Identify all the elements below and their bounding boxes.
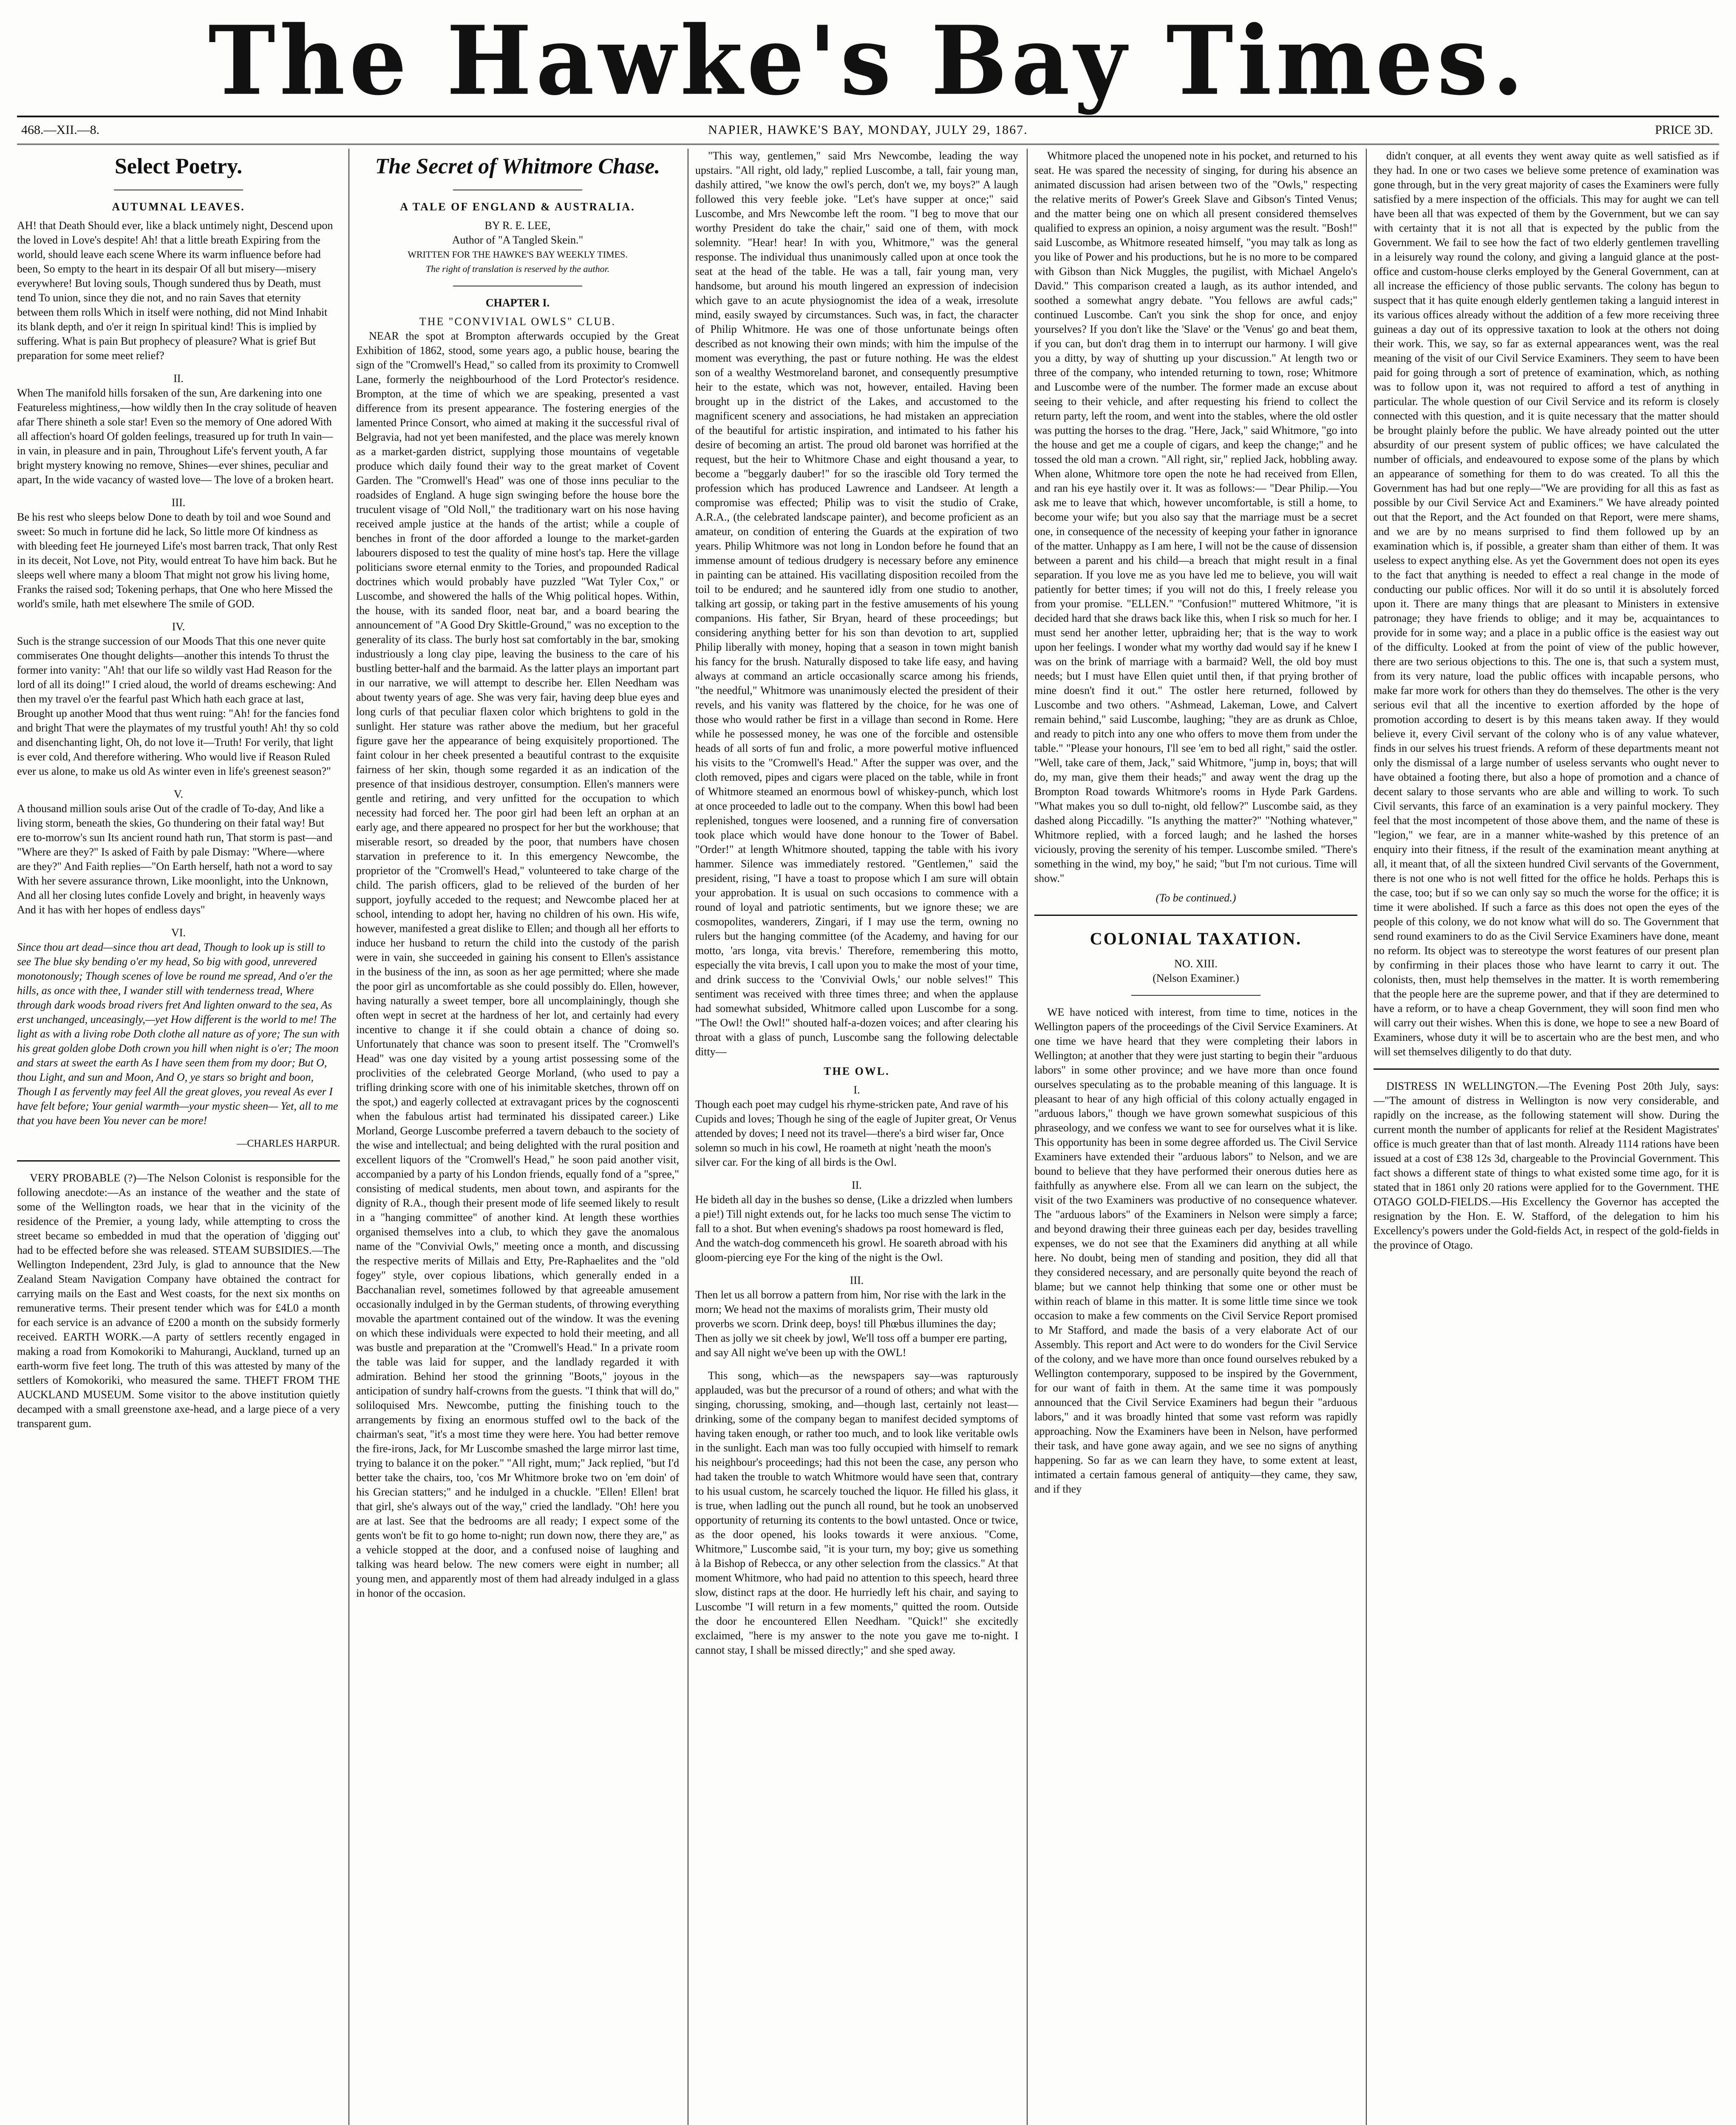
story-body: This song, which—as the newspapers say—was rapturously applauded, was but the precursor of a round of others; and what with the singing, chorussing, smoking, and—though last, certainly not least—drinking, some of the company began to manifest decided symptoms of having taken enough, or rather too much, and to look like veritable owls in the sunlight. Each man was too fully occupied with himself to remark his neighbour's proceedings; had this not been the case, any person who had taken the trouble to watch Whitmore would have seen that, contrary to his usual custom, he scarcely touched the liquor. He filled his glass, it is true, when ladling out the punch all round, but he took an unobserved opportunity of returning its contents to the bowl untasted. Once or twice, as the door opened, his looks towards it were anxious. "Come, Whitmore," Luscombe said, "it is your turn, my boy; give us something à la Bishop of Rebecca, or any other selection from the classics." At that moment Whitmore, who had paid no attention to this speech, heard three slow, distinct raps at the door. He hurriedly left his chair, and saying to Luscombe "I will return in a few moments," quitted the room. Outside the door he encountered Ellen Needham. "Quick!" she excitedly exclaimed, "here is my answer to the note you gave me to-night. I cannot stay, I shall be missed directly;" and she sped away.	[695, 1369, 1018, 1656]
chapter-number: CHAPTER I.	[485, 297, 550, 309]
poem-stanza: Such is the strange succession of our Moods That this one never quite commiserates One thought delights—another this intends To thrust the former into vanity: "Ah! that our life so wildly vast Had Reason for the lord of all its doing!" I cried aloud, the world of dreams eschewing: And then my travel o'er the fearful past Which hath each grace at last, Brought up another Mood that thus went ruing: "Ah! for the fancies fond and bright That were the playmates of my trustful youth! Ah! thy so cold and disenchanting light, Oh, do not love it—Truth! For verily, that light is ever cold, And therefore withering. Who would live if Reason Ruled ever us alone, to make us old As winter even in life's greenest season?"	[17, 635, 340, 777]
column-rule	[1027, 149, 1028, 2125]
article-body: WE have noticed with interest, from time to time, notices in the Wellington papers of the proceedings of the Civil Service Examiners. At one time we have heard that they were completing their labors in Wellington; at another that they were just starting to begin their "arduous labors" in some other province; and we have more than once found ourselves speculating as to the probable meaning of this language. It is pleasant to hear of any high official of this colony actually engaged in "arduous labors," though we have grown somewhat suspicious of this phraseology, and we confess we want to see for ourselves what it is like. This opportunity has been in some degree afforded us. The Civil Service Examiners have extended their "arduous labors" to Nelson, and we are bound to believe that they have performed their onerous duties here as faithfully as anywhere else. From all we can learn on the subject, the visit of the two Examiners was productive of no consequence whatever. The "arduous labors" of the Examiners in Nelson were simply a farce; and beyond drawing their three guineas each per day, besides travelling expenses, we do not see that the Examiners did anything at all while here. No doubt, being men of standing and position, they did all that they considered necessary, and are personally quite beyond the reach of blame; but we cannot help thinking that some one or other must be within reach of blame in this matter. It is some little time since we took occasion to make a few comments on the Civil Service Report promised to Mr Stafford, and made the basis of a very elaborate Act of our Assembly. This report and Act were to do wonders for the Civil Service of the colony, and we have more than once found ourselves rebuked by a Wellington contemporary, supposed to be inspired by the Government, for our want of faith in them. At the same time it was pompously announced that the Civil Service Examiners had begun their "arduous labors," and it was broadly hinted that some vast reform was rapidly approaching. Now the Examiners have been in Nelson, have performed their task, and have gone away again, and we see no signs of anything happening. So far as we can learn they have, to some extent at least, intimated a certain famous general of antiquity—they came, they saw, and if they	[1034, 1006, 1357, 1495]
column-4	[1034, 149, 1357, 2125]
column-5	[1374, 149, 1719, 2125]
news-items: VERY PROBABLE (?)—The Nelson Colonist is responsible for the following anecdote:—As an instance of the weather and the state of some of the Wellington roads, we hear that in the vicinity of the residence of the Premier, a young lady, while attempting to cross the street became so embedded in mud that the operation of 'digging out' had to be effected before she was released. STEAM SUBSIDIES.—The Wellington Independent, 23rd July, is glad to announce that the New Zealand Steam Navigation Company have obtained the contract for carrying mails on the East and West coasts, for the next six months on remunerative terms. Their present tender which was for £4L0 a month for each service is an advance of £200 a month on the subsidy formerly received. EARTH WORK.—A party of settlers recently engaged in making a road from Komokoriki to Mahurangi, Auckland, turned up an earth-worm five feet long. The truth of this was attested by many of the settlers of Komokoriki, who measured the same. THEFT FROM THE AUCKLAND MUSEUM. Some visitor to the above institution quietly decamped with a small greenstone axe-head, and a large piece of a very transparent gum.	[17, 1172, 340, 1430]
written-for: WRITTEN FOR THE HAWKE'S BAY WEEKLY TIMES.	[408, 249, 628, 260]
article-number: NO. XIII.	[1174, 958, 1218, 970]
byline: BY R. E. LEE,	[484, 219, 551, 232]
poem-stanza: Be his rest who sleeps below Done to death by toil and woe Sound and sweet: So much in fortune did he lack, So little more Of kindness as with bleeding feet He journeyed Life's most barren track, That only Rest in its deceit, Not Love, not Pity, would entreat To have him back. But he sleeps well where many a bloom That might not grow his living home, Franks the raised sod; Tokening perhaps, that One who here Missed the world's smile, hath met elsewhere The smile of GOD.	[17, 511, 337, 610]
byline-author-note: Author of "A Tangled Skein."	[452, 234, 583, 246]
story-body: "This way, gentlemen," said Mrs Newcombe, leading the way upstairs. "All right, old lady," replied Luscombe, a tall, fair young man, dashily attired, "we know the owl's perch, don't we, my boys?" A laugh followed this very feeble joke. "Let's have supper at once;" said Luscombe, and Mrs Newcombe left the room. "I beg to move that our worthy President do take the chair," said one of them, with mock solemnity. "Hear! hear! In with you, Whitmore," was the general response. The individual thus unanimously called upon at once took the seat at the head of the table. He was a tall, fair young man, very handsome, but around his mouth lingered an expression of indecision which gave to an acute physiognomist the idea of a weak, irresolute mind, easily swayed by circumstances. Such was, in fact, the character of Philip Whitmore. He was one of those unfortunate beings often described as not knowing their own minds; with him the impulse of the moment was everything, the past or future nothing. He was the eldest son of a wealthy Westmoreland baronet, and consequently presumptive heir to the estate, which was not, however, entailed. Having been brought up in the district of the Lakes, and accustomed to the magnificent scenery and associations, he had mistaken an appreciation of the beautiful for artistic inspiration, and intimated to his father his desire of becoming an artist. The proud old baronet was horrified at the request, but the heir to Whitmore Chase and eight thousand a year, to become a "beggarly dauber!" for so the irascible old Tory termed the profession which has produced Lawrence and Landseer. At length a compromise was effected; Philip was to visit the studio of Crake, A.R.A., (the celebrated landscape painter), and become proficient as an amateur, on condition of entering the Guards at the expiration of two years. Philip Whitmore was not long in London before he found that an immense amount of tedious drudgery is necessary before any eminence in painting can be attained. His vacillating disposition recoiled from the toil to be endured; and he sauntered idly from one studio to another, talking art gossip, or taking part in the festive amusements of his young companions. His father, Sir Bryan, heard of these proceedings; but considering anything better for his son than devotion to art, supplied Philip liberally with money, hoping that a season in town might banish his fancy for the brush. Naturally disposed to take life easy, and having always at command an article occasionally scarce among his friends, "the needful," Whitmore was unanimously elected the president of their revels, and his vanity was flattered by the choice, for he was one of those who would rather be first in a village than second in Rome. Here while he possessed money, he was one of the forcible and ostensible heads of all sorts of fun and frolic, a more powerful motive influenced his visits to the "Cromwell's Head." After the supper was over, and the cloth removed, pipes and cigars were placed on the table, while in front of Whitmore steamed an enormous bowl of whiskey-punch, which lost at once proceeded to ladle out to the company. When this bowl had been replenished, tongues were loosened, and a running fire of conversation took place which would have done honour to the Tower of Babel. "Order!" at length Whitmore shouted, tapping the table with his ivory hammer. Silence was immediately restored. "Gentlemen," said the president, rising, "I have a toast to propose which I am sure will obtain your approbation. It is usual on such occasions to commence with a round of loyal and patriotic sentiments, but we ignore these; we are cosmopolites, wanderers, Zingari, if I may use the term, owning no rulers but the hanging committee (of the Academy, and having for our motto, 'ars longa, vita brevis.' Therefore, remembering this motto, especially the vita brevis, I call upon you to make the most of your time, and drink success to the 'Convivial Owls,' our noble selves!" This sentiment was received with three times three; and when the applause had somewhat subsided, Whitmore called upon Luscombe for a song. "The Owl! the Owl!" shouted half-a-dozen voices; and after clearing his throat with a glass of punch, Luscombe sang the following delectable ditty—	[695, 150, 1018, 1058]
dateline	[17, 116, 1719, 145]
masthead	[17, 5, 1719, 116]
poem-title: AUTUMNAL LEAVES.	[112, 201, 245, 213]
poem-author: —CHARLES HARPUR.	[237, 1138, 340, 1149]
news-items: DISTRESS IN WELLINGTON.—The Evening Post 20th July, says:—"The amount of distress in Wellington is now very considerable, and rapidly on the increase, as the following statement will show. During the current month the number of applicants for relief at the Resident Magistrates' office is much greater than that of last month. Already 1114 rations have been issued at a cost of £38 12s 3d, chargeable to the Provincial Government. This fact shows a different state of things to what existed some time ago, for it is stated that in 1861 only 20 rations were applied for to the Government. THE OTAGO GOLD-FIELDS.—His Excellency the Governor has accepted the resignation by the Hon. E. W. Stafford, of the delegation to him his Excellency's powers under the Gold-fields Act, in respect of the gold-fields in the province of Otago.	[1374, 1080, 1719, 1251]
poem-stanza: A thousand million souls arise Out of the cradle of To-day, And like a living storm, beneath the skies, Go thundering on their fatal way! But ere to-morrow's sun Its ancient round hath run, That storm is past—and "Where are they?" Is asked of Faith by pale Dismay: "Where—where are they?" And Faith replies—"On Earth herself, hath not a word to say With her severe assurance thrown, Like moonlight, into the Unknown, And all her closing lutes confide Lovely and bright, in heavenly ways And it has with her hopes of endless days"	[17, 802, 333, 916]
price: PRICE 3D.	[1655, 123, 1713, 137]
poem-stanza: When The manifold hills forsaken of the sun, Are darkening into one Featureless mightiness,—how wildly then In the cray solitude of heaven afar There shineth a sole star! Even so the memory of One adored With all affection's hoard Of golden feelings, treasured up for truth In vain—in vain, in pleasure and in pain, Throughout Life's fervent youth, A far bright mystery knowing no remove, Shines—ever shines, peculiar and apart, In the wide vacancy of wasted love— The love of a broken heart.	[17, 387, 337, 486]
column-3: "This way, gentlemen," said Mrs Newcombe, leading the way upstairs. "All right, old lady," replied Luscombe, a tall, fair young man, dashily attired, "we know the owl's perch, don't we, my boys?" A laugh followed this very feeble joke. "Let's have supper at once;" said Luscombe, and Mrs Newcombe left the room. "I beg to move that our worthy President do take the chair," said one of them, with mock solemnity. "Hear! hear! In with you, Whitmore," was the general response. The individual thus unanimously called upon at once took the seat at the head of the table. He was a tall, fair young man, very handsome, but around his mouth lingered an expression of indecision which gave to an acute physiognomist the idea of a weak, irresolute mind, easily swayed by circumstances. Such was, in fact, the character of Philip Whitmore. He was one of those unfortunate beings often described as not knowing their own minds; with him the impulse of the moment was everything, the past or future nothing. He was the eldest son of a wealthy Westmoreland baronet, and consequently presumptive heir to the estate, which was not, however, entailed. Having been brought up in the district of the Lakes, and accustomed to the magnificent scenery and associations, he had mistaken an appreciation of the beautiful for artistic inspiration, and intimated to his father his desire of becoming an artist. The proud old baronet was horrified at the request, but the heir to Whitmore Chase and eight thousand a year, to become a "beggarly dauber!" for so the irascible old Tory termed the profession which has produced Lawrence and Landseer. At length a compromise was effected; Philip was to visit the studio of Crake, A.R.A., (the celebrated landscape painter), and become proficient as an amateur, on condition of entering the Guards at the expiration of two years. Philip Whitmore was not long in London before he found that an immense amount of tedious drudgery is necessary before any eminence in painting can be attained. His vacillating disposition recoiled from the toil to be endured; and he sauntered idly from one studio to another, talking art gossip, or taking part in the festive amusements of his young companions. His father, Sir Bryan, heard of these proceedings; but considering anything better for his son than devotion to art, supplied Philip liberally with money, hoping that a season in town might banish his fancy for the brush. Naturally disposed to take life easy, and having always at command an article occasionally scarce among his friends, "the needful," Whitmore was unanimously elected the president of their revels, and his vanity was flattered by the choice, for he was one of those who would rather be first in a village than second in Rome. Here while he possessed money, he was one of the forcible and ostensible heads of all sorts of fun and frolic, a more powerful motive influenced his visits to the "Cromwell's Head." After the supper was over, and the cloth removed, pipes and cigars were placed on the table, while in front of Whitmore steamed an enormous bowl of whiskey-punch, which lost at once proceeded to ladle out to the company. When this bowl had been replenished, tongues were loosened, and a running fire of conversation took place which would have done honour to the Tower of Babel. "Order!" at length Whitmore shouted, tapping the table with his ivory hammer. Silence was immediately restored. "Gentlemen," said the president, rising, "I have a toast to propose which I am sure will obtain your approbation. It is usual on such occasions to commence with a round of loyal and patriotic sentiments, but we ignore these; we are cosmopolites, wanderers, Zingari, if I may use the term, owning no rulers but the hanging committee (of the Academy, and having for our motto, 'ars longa, vita brevis.' Therefore, remembering this motto, especially the vita brevis, I call upon you to make the most of your time, and drink success to the 'Convivial Owls,' our noble selves!" This sentiment was received with three times three; and when the applause had somewhat subsided, Whitmore called upon Luscombe for a song. "The Owl! the Owl!" shouted half-a-dozen voices; and after clearing his throat with a glass of punch, Luscombe sang the following delectable ditty— THE OWL. I. Though each poet may cudgel his rhyme-stricken pate, And rave of his Cupids and loves; Though he sing of the eagle of Jupiter great, Or Venus attended by doves; I need not its travel—there's a bird wiser far, Once solemn so much in his cowl, He roameth at night 'neath the moon's silver car. For the king of all birds is the Owl. II. He bideth all day in the bushes so dense, (Like a drizzled when lumbers a pie!) Till night extends out, for he lacks too much sense The victim to fall to a shot. But when evening's shadows pa roost homeward is fled, And the watch-dog commenceth his growl. He soareth abroad with his gloom-piercing eye For the king of the night is the Owl. III. Then let us all borrow a pattern from him, Nor rise with the lark in the morn; We head not the maxims of moralists grim, Their musty old proverbs we scorn. Drink deep, boys! till Phœbus illumines the day; Then as jolly we sit cheek by jowl, We'll toss off a bumper ere parting, and say All night we've been up with the OWL! This song, which—as the newspapers say—was rapturously applauded, was but the precursor of a round of others; and what with the singing, chorussing, smoking, and—though last, certainly not least—drinking, some of the company began to manifest decided symptoms of having taken enough, or rather too much, and to look like veritable owls in the sunlight. Each man was too fully occupied with himself to remark his neighbour's proceedings; had this not been the case, any person who had taken the trouble to watch Whitmore would have seen that, contrary to his usual custom, he scarcely touched the liquor. He filled his glass, it is true, when ladling out the punch all round, but he took an unobserved opportunity of returning its contents to the bowl untasted. Once or twice, as the door opened, his looks towards it were anxious. "Come, Whitmore," Luscombe said, "it is your turn, my boy; give us something à la Bishop of Rebecca, or any other selection from the classics." At that moment Whitmore, who had paid no attention to this speech, heard three slow, distinct raps at the door. He hurriedly left his chair, and saying to Luscombe "I will return in a few moments," quitted the room. Outside the door he encountered Ellen Needham. "Quick!" she excitedly exclaimed, "here is my answer to the note you gave me to-night. I cannot stay, I shall be missed directly;" and she sped away.	[695, 149, 1018, 2125]
story-body: NEAR the spot at Brompton afterwards occupied by the Great Exhibition of 1862, stood, some years ago, a public house, bearing the sign of the "Cromwell's Head," so called from its proximity to Cromwell Lane, formerly the neighbourhood of the Lord Protector's residence. Brompton, at the time of which we are speaking, presented a vast difference from its present appearance. The fostering energies of the lamented Prince Consort, who aimed at making it the successful rival of Belgravia, had not yet been manifested, and the place was merely known as a market-garden district, supplying those mountains of vegetable produce which daily found their way to the great market of Covent Garden. The "Cromwell's Head" was one of those inns peculiar to the roadsides of England. A huge sign swinging before the house bore the truculent visage of "Old Noll," the traditionary wart on his nose having received ample justice at the hands of the artist; while a couple of benches in front of the door afforded a lounge to the market-garden labourers disposed to test the quality of mine host's tap. Here the village politicians swore eternal enmity to the Tories, and propounded Radical doctrines which would probably have puzzled "Wat Tyler Cox," or Luscombe, and showered the halls of the Whig political hopes. Within, the house, with its sanded floor, neat bar, and a board bearing the announcement of "A Good Dry Skittle-Ground," was no exception to the generality of its class. The burly host sat comfortably in the bar, smoking industriously a long clay pipe, leaving the business to the care of his bustling better-half and the barmaid. As the latter plays an important part in our narrative, we will attempt to describe her. Ellen Needham was about twenty years of age. She was very fair, having deep blue eyes and long curls of that peculiar flaxen color which brightens to gold in the sunlight. Her stature was rather above the medium, but her graceful figure gave her the appearance of being exquisitely proportioned. The faint colour in her cheek presented a beautiful contrast to the exquisite fairness of her skin, though some regarded it as an indication of the presence of that insidious destroyer, consumption. Ellen's manners were gentle and retiring, and very unfitted for the occupation to which necessity had forced her. The poor girl had been left an orphan at an early age, and there appeared no prospect for her but the workhouse; that miserable resort, so dreaded by the poor, that numbers have chosen starvation in preference to it. In this emergency Newcombe, the proprietor of the "Cromwell's Head," volunteered to take charge of the child. The parish officers, glad to be relieved of the burden of her support, joyfully acceded to the request; and Newcombe placed her at school, intending to adopt her, having no children of his own. His wife, however, manifested a great dislike to Ellen; and though all her efforts to induce her husband to return the child into the custody of the parish were in vain, she succeeded in gaining his consent to Ellen's assistance in the business of the inn, as soon as her age permitted; where she made the poor girl as uncomfortable as she could possibly do. Ellen, however, having naturally a sweet temper, bore all uncomplainingly, though she often wept in secret at the hardness of her lot, and certainly had every incentive to change it if she could obtain a chance of doing so. Unfortunately that chance was soon to present itself. The "Cromwell's Head" was one day visited by a young artist possessing some of the proclivities of the celebrated George Morland, (who used to pay a trifling drinking score with one of his inimitable sketches, thrown off on the spot,) and eagerly collected at extravagant prices by the cognoscenti when the fabulous artist had terminated his dissipated career.) Like Morland, George Luscombe preferred a tavern debauch to the society of the wise and intellectual; and being delighted with the rural position and excellent liquors of the "Cromwell's Head," he soon paid another visit, accompanied by a party of his London friends, equally fond of a "spree," consisting of medical students, men about town, and aspirants for the dignity of R.A., though their present mode of life seemed likely to result in a "hanging committee" of another kind. At length these worthies organised themselves into a club, to which they gave the anomalous name of the "Convivial Owls," meeting once a month, and discussing the respective merits of Millais and Etty, Pre-Raphaelites and the "old fogey" style, over copious libations, which generally ended in a Bacchanalian revel, sometimes followed by that agreeable amusement occasionally indulged in by the German students, of throwing everything movable the apartment contained out of the window. It was the evening on which these individuals were expected to hold their meeting, and all was bustle and preparation at the "Cromwell's Head." In a private room the table was laid for supper, and the landlady regarded it with admiration. Behind her stood the grinning "Boots," joyous in the anticipation of sundry half-crowns from the guests. "I think that will do," soliloquised Mrs. Newcombe, putting the finishing touch to the arrangements by fixing an enormous stuffed owl to the back of the chairman's seat, "it's a most time they were here. You had better remove the fire-irons, Jack, for Mr Luscombe smashed the large mirror last time, trying to balance it on the poker." "All right, mum;" Jack replied, "but I'd better take the chairs, too, 'cos Mr Whitmore broke two on 'em doin' of his Grecian statters;" and he indulged in a chuckle. "Ellen! Ellen! brat that girl, she's always out of the way," cried the landlady. "Oh! here you are at last. See that the bedrooms are all ready; I expect some of the gents won't be fit to go home to-night; run down now, there they are," as a vehicle stopped at the door, and a confused noise of laughing and talking was heard below. The new comers were eight in number; all young men, and apparently most of them had already indulged in a glass in honor of the occasion.	[356, 330, 679, 1599]
volume-number: 468.—XII.—8.	[21, 123, 100, 137]
story-body: Whitmore placed the unopened note in his pocket, and returned to his seat. He was spared the necessity of singing, for during his absence an animated discussion had arisen between two of the "Owls," respecting the relative merits of Power's Greek Slave and Gibson's Tinted Venus; and the matter being one on which all present considered themselves qualified to express an opinion, a noisy argument was the result. "Bosh!" said Luscombe, as Whitmore reseated himself, "you may talk as long as you like of Power and his productions, but he is no more to be compared with Gibson than Nick Muggles, the pugilist, with Michael Angelo's David." This comparison created a laugh, as its author intended, and soothed a somewhat angry debate. "You fellows are awful cads;" continued Luscombe. Can't you sink the shop for once, and enjoy yourselves? If you don't like the 'Slave' or the 'Venus' go and beat them, if you can, but don't drag them in to interrupt our harmony. I will give you a ditty, by way of shutting up your discussion." At length two or three of the company, who intended returning to town, rose; Whitmore and Luscombe were of the number. The former made an excuse about seeing to their vehicle, and after requesting his friend to collect the return party, left the room, and went into the stables, where the old ostler was putting the horses to the drag. "Here, Jack," said Whitmore, "go into the house and get me a couple of cigars, and keep the change;" and he tossed the old man a crown. "All right, sir," replied Jack, hobbling away. When alone, Whitmore tore open the note he had received from Ellen, and ran his eye hastily over it. It was as follows:— "Dear Philip.—You ask me to leave that which, however uncomfortable, is still a home, to become your wife; but you also say that the marriage must be a secret one, in consequence of the necessity of keeping your father in ignorance of the matter. Unhappy as I am here, I will not be the cause of dissension between a parent and his child—a breach that might result in a final separation. If you love me as you have led me to believe, you will wait patiently for better times; if you will not do this, I freely release you from your promise. "ELLEN." "Confusion!" muttered Whitmore, "it is decided hard that she draws back like this, when I risk so much for her. I must send her another letter, upbraiding her; that is the way to work upon her feelings. I wonder what my worthy dad would say if he knew I was on the brink of marriage with a barmaid? Well, the old boy must needs; but I must have Ellen quiet until then, if that prying brother of mine doesn't find it out." The ostler here returned, followed by Luscombe and two others. "Ashmead, Lakeman, Lowe, and Calvert remain behind," said Luscombe, laughing; "they are as drunk as Chloe, and ready to pitch into any one who offers to move them from under the table." "Please your honours, I'll see 'em to bed all right," said the ostler. "Well, take care of them, Jack," said Whitmore, "jump in, boys; that will do, my man, give them their heads;" and away went the drag up the Brompton Road towards Whitmore's rooms in Hyde Park Gardens. "What makes you so dull to-night, old fellow?" Luscombe said, as they dashed along Piccadilly. "Is anything the matter?" "Nothing whatever," Whitmore replied, with a forced laugh; and he lashed the horses viciously, proving the serenity of his temper. Luscombe smiled. "There's something in the wind, my boy," he said; "but I'm not curious. Time will show."	[1034, 150, 1357, 884]
poem-stanza: Since thou art dead—since thou art dead, Though to look up is still to see The blue sky bending o'er my head, So big with good, unrevered monotonously; Though scenes of love be round me spread, And o'er the hills, as once with thee, I wander still with tenderness tread, Where through dark woods broad rivers fret And lighten onward to the sea, As erst unchanged, unceasingly,—yet How different is the world to me! The light as with a living robe Doth clothe all nature as of yore; The sun with his great golden globe Doth crown you hill when night is o'er; The moon and stars at sweet the earth As I have seen them from my door; But O, thou Light, and sun and Moon, And O, ye stars so bright and boon, Though I as fervently may feel All the great gloves, you reveal As ever I have felt before; Your genial warmth—your mystic sheen— Yet, all to me that you have been You never can be more!	[17, 941, 340, 1127]
rights-note: The right of translation is reserved by the author.	[425, 264, 610, 274]
chapter-title: THE "CONVIVIAL OWLS" CLUB.	[419, 315, 616, 328]
column-1: Select Poetry. AUTUMNAL LEAVES. AH! that Death Should ever, like a black untimely night, Descend upon the loved in Love's despite! Ah! that a little breath Expiring from the world, should leave each scene Where its warm influence before had been, So empty to the heart in its despair Of all but misery—misery everywhere! But loving souls, Though sundered thus by Death, must tend To union, since they die not, and no rain Saves that eternity between them rolls Which in itself were nothing, did not Mind Inhabit its blank depth, and o'er it reign In spiritual kind! This is implied by suffering. What is pain But prophecy of pleasure? What is grief But preparation for some meet relief? II. When The manifold hills forsaken of the sun, Are darkening into one Featureless mightiness,—how wildly then In the cray solitude of heaven afar There shineth a sole star! Even so the memory of One adored With all affection's hoard Of golden feelings, treasured up for truth In vain—in vain, in pleasure and in pain, Throughout Life's fervent youth, A far bright mystery knowing no remove, Shines—ever shines, peculiar and apart, In the wide vacancy of wasted love— The love of a broken heart. III. Be his rest who sleeps below Done to death by toil and woe Sound and sweet: So much in fortune did he lack, So little more Of kindness as with bleeding feet He journeyed Life's most barren track, That only Rest in its deceit, Not Love, not Pity, would entreat To have him back. But he sleeps well where many a bloom That might not grow his living home, Franks the raised sod; Tokening perhaps, that One who here Missed the world's smile, hath met elsewhere The smile of GOD. IV. Such is the strange succession of our Moods That this one never quite commiserates One thought delights—another this intends To thrust the former into vanity: "Ah! that our life so wildly vast Had Reason for the lord of all its doing!" I cried aloud, the world of dreams eschewing: And then my travel o'er the fearful past Which hath each grace at last, Brought up another Mood that thus went ruing: "Ah! for the fancies fond and bright That were the playmates of my trustful youth! Ah! thy so cold and disenchanting light, Oh, do not love it—Truth! For verily, that light is ever cold, And therefore withering. Who would live if Reason Ruled ever us alone, to make us old As winter even in life's greenest season?" V. A thousand million souls arise Out of the cradle of To-day, And like a living storm, beneath the skies, Go thundering on their fatal way! But ere to-morrow's sun Its ancient round hath run, That storm is past—and "Where are they?" Is asked of Faith by pale Dismay: "Where—where are they?" And Faith replies—"On Earth herself, hath not a word to say With her severe assurance thrown, Like moonlight, into the Unknown, And all her closing lutes confide Lovely and bright, in heavenly ways And it has with her hopes of endless days" VI. Since thou art dead—since thou art dead, Though to look up is still to see The blue sky bending o'er my head, So big with good, unrevered monotonously; Though scenes of love be round me spread, And o'er the hills, as once with thee, I wander still with tenderness tread, Where through dark woods broad rivers fret And lighten onward to the sea, As erst unchanged, unceasingly,—yet How different is the world to me! The light as with a living robe Doth clothe all nature as of yore; The sun with his great golden globe Doth crown you hill when night is o'er; The moon and stars at sweet the earth As I have seen them from my door; But O, thou Light, and sun and Moon, And O, ye stars so bright and boon, Though I as fervently may feel All the great gloves, you reveal As ever I have felt before; Your genial warmth—your mystic sheen— Yet, all to me that you have been You never can be more! —CHARLES HARPUR. VERY PROBABLE (?)—The Nelson Colonist is responsible for the following anecdote:—As an instance of the weather and the state of some of the Wellington roads, we hear that in the vicinity of the residence of the Premier, a young lady, while attempting to cross the street became so embedded in mud that the operation of 'digging out' had to be effected before she was released. STEAM SUBSIDIES.—The Wellington Independent, 23rd July, is glad to announce that the New Zealand Steam Navigation Company have obtained the contract for carrying mails on the East and West coasts, for the next six months on remunerative terms. Their present tender which was for £4L0 a month for each service is an advance of £200 a month on the subsidy formerly received. EARTH WORK.—A party of settlers recently engaged in making a road from Komokoriki to Mahurangi, Auckland, turned up an earth-worm five feet long. The truth of this was attested by many of the settlers of Komokoriki, who measured the same. THEFT FROM THE AUCKLAND MUSEUM. Some visitor to the above institution quietly decamped with a small greenstone axe-head, and a large piece of a very transparent gum.	[17, 149, 340, 2125]
story-subtitle: A TALE OF ENGLAND & AUSTRALIA.	[400, 201, 635, 213]
newspaper-title: The Hawke's Bay Times.	[208, 5, 1528, 116]
song-title: THE OWL.	[824, 1065, 890, 1077]
article-title: COLONIAL TAXATION.	[1090, 929, 1302, 948]
poem-stanza: AH! that Death Should ever, like a black untimely night, Descend upon the loved in Love's despite! Ah! that a little breath Expiring from the world, should leave each scene Where its warm influence before had been, So empty to the heart in its despair Of all but misery—misery everywhere! But loving souls, Though sundered thus by Death, must tend To union, since they die not, and no rain Saves that eternity between them rolls Which in itself were nothing, did not Mind Inhabit its blank depth, and o'er it reign In spiritual kind! This is implied by suffering. What is pain But prophecy of pleasure? What is grief But preparation for some meet relief?	[17, 219, 333, 362]
article-body: didn't conquer, at all events they went away quite as well satisfied as if they had. In one or two cases we believe some pretence of examination was gone through, but in the very great majority of cases the Examiners were fully satisfied by a mere inspection of the officials. This may for aught we can tell have been all that was expected of them by the Government, but we can say with certainty that it is not all that is expected by the public from the Government. We fail to see how the fact of two elderly gentlemen travelling in a leisurely way round the colony, and giving a languid glance at the post-office and custom-house clerks employed by the General Government, can at all increase the efficiency of those public servants. The colony has begun to suspect that it has quite enough elderly gentlemen taking a languid interest in its various offices already without the addition of a few more receiving three guineas a day out of its oppressive taxation to look at the others not doing their work. This, we say, so far as external appearances went, was the real meaning of the visit of our Civil Service Examiners. They seem to have been paid for going through a sort of pretence of examination, which, as nothing was to follow upon it, was not required to afford a test of anything in particular. The whole question of our Civil Service and its reform is closely connected with this question, and it is quite necessary that the matter should be brought plainly before the public. We have already pointed out the utter absurdity of our present system of public offices; we have calculated the number of officials, and endeavoured to expose some of the plans by which an appearance of something for them to do was created. To all this the Government has had but one reply—"We are providing for all this as fast as possible by our Civil Service Act and Examiners." We have already pointed out that the Report, and the Act founded on that Report, were mere shams, and we are by no means surprised to find them followed up by an examination which is, if possible, a greater sham than either of them. It was useless to expect anything else. As yet the Government does not open its eyes to the fact that anything is needed to effect a real change in the mode of conducting our public offices. Nor will it do so until it is absolutely forced upon it. There are many things that are pleasant to Ministers in extensive patronage; they have friends to oblige; and it may be, acquaintances to provide for in some way; and a place in a public office is the easiest way out of the difficulty. Looked at from the point of view of the public however, there are two serious objections to this. The one is, that such a system must, from its very nature, load the public offices with incapable persons, who make far more work for others than they do themselves. The other is the very serious evil that all the incentive to exertion afforded by the hope of promotion according to desert is by this means taken away. If they would believe it, every Civil servant of the colony who is of any value whatever, finds in our selves his truest friends. A reform of these departments meant not only the dismissal of a large number of useless servants who ought never to have obtained a footing there, but also a hope of promotion and a chance of decent salary to those servants who are able and willing to work. To such Civil servants, this farce of an examination is a very painful mockery. They feel that the most incompetent of those above them, and the name of these is "legion," we fear, are in a manner white-washed by this pretence of an enquiry into their fitness, if the result of the examination meant anything at all, it meant that, of all the sixteen hundred Civil servants of the Government, there is not one who is not well fitted for the office he holds. Perhaps this is the case, too; but if so we can only say so much the worse for the office; it is time it were abolished. If such a farce as this does not open the eyes of the people of this colony, we do not know what will do so. The Government that send round examiners to do as the Civil Service Examiners have done, meant no reform. Its object was to stereotype the worst features of our present plan by confirming in their places those who have learnt to carry it out. The colonists, then, must help themselves in the matter. It is worth remembering that the people here are the supreme power, and that if they are determined to have a reform, or to have a cheap Government, they will soon find men who will carry out their wishes. When this is done, we hope to see a new Board of Examiners, whose duty it will be to ascertain who are the best men, and who will set themselves diligently to do that duty.	[1374, 150, 1719, 1058]
column-rule	[348, 149, 349, 2125]
song-stanza: Though each poet may cudgel his rhyme-stricken pate, And rave of his Cupids and loves; Though he sing of the eagle of Jupiter great, Or Venus attended by doves; I need not its travel—there's a bird wiser far, Once solemn so much in his cowl, He roameth at night 'neath the moon's silver car. For the king of all birds is the Owl.	[695, 1098, 1017, 1168]
place-date: NAPIER, HAWKE'S BAY, MONDAY, JULY 29, 1867.	[708, 123, 1028, 137]
story-title: The Secret of Whitmore Chase.	[375, 154, 660, 178]
song-stanza: Then let us all borrow a pattern from him, Nor rise with the lark in the morn; We head not the maxims of moralists grim, Their musty old proverbs we scorn. Drink deep, boys! till Phœbus illumines the day; Then as jolly we sit cheek by jowl, We'll toss off a bumper ere parting, and say All night we've been up with the OWL!	[695, 1289, 1007, 1359]
to-be-continued: (To be continued.)	[1155, 892, 1236, 904]
article-source: (Nelson Examiner.)	[1153, 972, 1239, 984]
song-stanza: He bideth all day in the bushes so dense, (Like a drizzled when lumbers a pie!) Till night extends out, for he lacks too much sense The victim to fall to a shot. But when evening's shadows pa roost homeward is fled, And the watch-dog commenceth his growl. He soareth abroad with his gloom-piercing eye For the king of the night is the Owl.	[695, 1193, 1013, 1264]
section-heading: Select Poetry.	[114, 154, 243, 178]
column-2	[356, 149, 679, 2125]
column-rule	[1366, 149, 1367, 2125]
